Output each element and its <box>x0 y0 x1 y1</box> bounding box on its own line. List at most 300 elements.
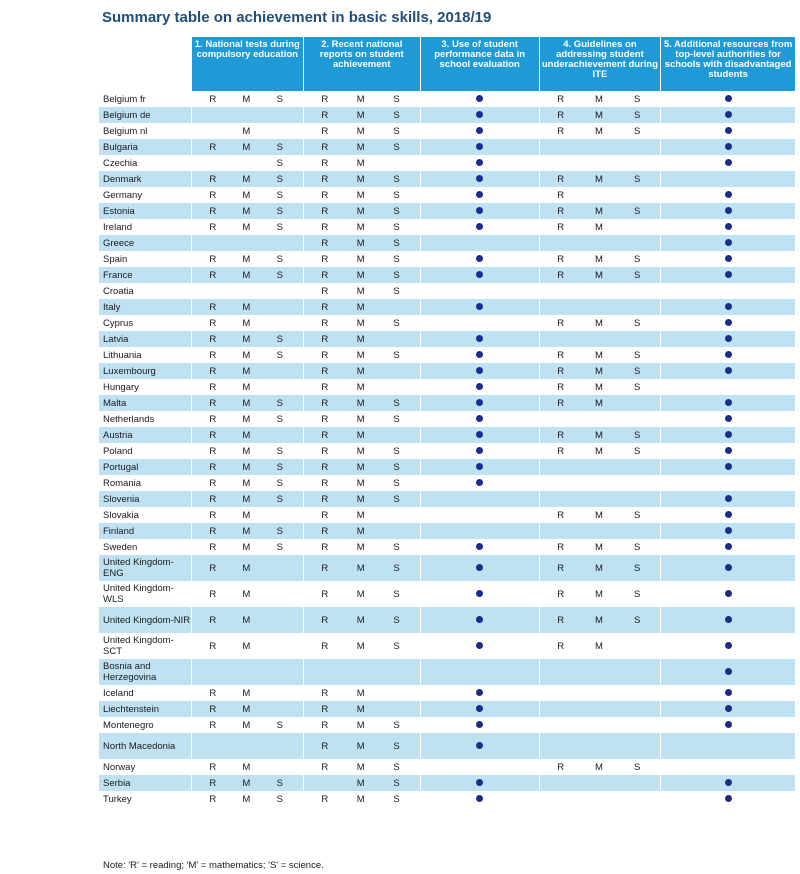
reading-mark: R <box>321 205 329 217</box>
science-mark <box>267 430 293 441</box>
bullet-dot-icon <box>476 95 483 102</box>
reading-mark: R <box>209 429 217 441</box>
science-mark <box>267 318 293 329</box>
science-mark: S <box>633 253 641 265</box>
bullet-dot-icon <box>725 543 732 550</box>
reading-mark: R <box>321 141 329 153</box>
country-cell: Spain <box>103 253 128 265</box>
reading-mark: R <box>321 493 329 505</box>
national-reports-cell <box>303 235 420 251</box>
guidelines-ite-cell <box>539 267 660 283</box>
mathematics-mark: M <box>356 365 365 377</box>
table-row <box>99 203 795 219</box>
science-mark <box>384 158 410 169</box>
science-mark: S <box>276 413 284 425</box>
national-reports-cell <box>303 791 420 807</box>
table-row <box>99 155 795 171</box>
mathematics-mark: M <box>356 493 365 505</box>
national-tests-cell <box>191 507 303 523</box>
mathematics-mark: M <box>356 381 365 393</box>
national-tests-cell <box>191 219 303 235</box>
science-mark: S <box>393 477 400 489</box>
mathematics-mark: M <box>242 493 251 505</box>
bullet-dot-icon <box>725 255 732 262</box>
national-reports-cell <box>303 733 420 759</box>
science-mark: S <box>276 189 284 201</box>
reading-mark: R <box>209 445 217 457</box>
performance-data-cell <box>420 283 539 299</box>
mathematics-mark: M <box>594 429 603 441</box>
mathematics-mark: M <box>242 562 251 574</box>
reading-mark: R <box>209 189 217 201</box>
bullet-dot-icon <box>476 742 483 749</box>
additional-resources-cell <box>661 219 795 235</box>
reading-mark: R <box>209 588 217 600</box>
table-row <box>99 139 795 155</box>
science-mark: S <box>393 93 400 105</box>
national-reports-cell <box>303 331 420 347</box>
science-mark: S <box>633 125 641 137</box>
guidelines-ite-cell <box>539 235 660 251</box>
reading-mark: R <box>209 205 217 217</box>
mathematics-mark: M <box>356 221 365 233</box>
science-mark: S <box>633 761 641 773</box>
mathematics-mark: M <box>356 141 365 153</box>
reading-mark: R <box>321 640 329 652</box>
column-header-guidelines-ite: 4. Guidelines on addressing student underachievement during ITE <box>539 37 660 91</box>
science-mark: S <box>393 285 400 297</box>
table-row <box>99 775 795 791</box>
science-mark: S <box>633 173 641 185</box>
additional-resources-cell <box>661 659 795 685</box>
reading-mark: R <box>557 349 565 361</box>
bullet-dot-icon <box>725 127 732 134</box>
science-mark: S <box>276 205 284 217</box>
science-mark: S <box>633 562 641 574</box>
additional-resources-cell <box>661 791 795 807</box>
science-mark: S <box>633 588 641 600</box>
reading-mark: R <box>209 493 217 505</box>
science-mark: S <box>633 381 641 393</box>
reading-mark: R <box>321 429 329 441</box>
national-tests-cell <box>191 427 303 443</box>
country-cell: Malta <box>99 395 191 411</box>
performance-data-cell <box>420 775 539 791</box>
science-mark: S <box>276 397 284 409</box>
national-reports-cell <box>303 523 420 539</box>
mathematics-mark: M <box>594 541 603 553</box>
bullet-dot-icon <box>725 564 732 571</box>
national-reports-cell <box>303 187 420 203</box>
mathematics-mark: M <box>356 541 365 553</box>
science-mark: S <box>276 333 284 345</box>
reading-mark: R <box>557 445 565 457</box>
science-mark <box>624 190 650 201</box>
national-reports-cell <box>303 539 420 555</box>
reading-mark: R <box>321 333 329 345</box>
mathematics-mark: M <box>242 141 251 153</box>
mathematics-mark: M <box>242 93 251 105</box>
guidelines-ite-cell <box>539 155 660 171</box>
country-cell: United Kingdom-ENG <box>99 555 191 581</box>
bullet-dot-icon <box>725 463 732 470</box>
mathematics-mark: M <box>242 640 251 652</box>
additional-resources-cell <box>661 491 795 507</box>
guidelines-ite-cell <box>539 411 660 427</box>
reading-mark: R <box>209 269 217 281</box>
mathematics-mark: M <box>594 253 603 265</box>
mathematics-mark: M <box>594 349 603 361</box>
country-cell: Latvia <box>99 331 191 347</box>
reading-mark: R <box>209 719 217 731</box>
reading-mark: R <box>321 793 329 805</box>
additional-resources-cell <box>661 759 795 775</box>
mathematics-mark <box>233 158 259 169</box>
science-mark: S <box>633 541 641 553</box>
reading-mark: R <box>557 125 565 137</box>
guidelines-ite-cell <box>539 347 660 363</box>
reading-mark: R <box>557 588 565 600</box>
national-tests-cell <box>191 459 303 475</box>
national-tests-cell <box>191 411 303 427</box>
reading-mark: R <box>557 509 565 521</box>
mathematics-mark: M <box>242 614 251 626</box>
country-cell: Estonia <box>99 203 191 219</box>
guidelines-ite-cell <box>539 523 660 539</box>
bullet-dot-icon <box>725 689 732 696</box>
guidelines-ite-cell <box>539 539 660 555</box>
performance-data-cell <box>420 581 539 607</box>
science-mark <box>267 762 293 773</box>
mathematics-mark: M <box>242 719 251 731</box>
reading-mark: R <box>557 173 565 185</box>
performance-data-cell <box>420 219 539 235</box>
reading-mark: R <box>557 365 565 377</box>
mathematics-mark: M <box>356 461 365 473</box>
reading-mark: R <box>321 157 329 169</box>
bullet-dot-icon <box>725 795 732 802</box>
science-mark <box>267 615 293 626</box>
additional-resources-cell <box>661 123 795 139</box>
science-mark: S <box>393 740 400 752</box>
country-cell: Serbia <box>99 775 191 791</box>
science-mark: S <box>393 493 400 505</box>
national-reports-cell <box>303 251 420 267</box>
country-cell: Slovenia <box>99 491 191 507</box>
science-mark: S <box>276 477 284 489</box>
country-cell: Greece <box>99 235 191 251</box>
mathematics-mark: M <box>356 333 365 345</box>
reading-mark: R <box>209 777 217 789</box>
bullet-dot-icon <box>476 590 483 597</box>
mathematics-mark: M <box>356 189 365 201</box>
guidelines-ite-cell <box>539 363 660 379</box>
reading-mark: R <box>321 761 329 773</box>
mathematics-mark: M <box>356 93 365 105</box>
bullet-dot-icon <box>725 191 732 198</box>
additional-resources-cell <box>661 607 795 633</box>
national-reports-cell <box>303 659 420 685</box>
country-cell: Belgium nl <box>103 125 148 137</box>
reading-mark: R <box>321 93 329 105</box>
reading-mark: R <box>321 269 329 281</box>
country-cell: France <box>99 267 191 283</box>
bullet-dot-icon <box>725 779 732 786</box>
table-row <box>99 685 795 701</box>
bullet-dot-icon <box>476 383 483 390</box>
science-mark: S <box>393 253 400 265</box>
additional-resources-cell <box>661 251 795 267</box>
country-cell: Austria <box>99 427 191 443</box>
country-cell: Hungary <box>103 381 139 393</box>
additional-resources-cell <box>661 717 795 733</box>
table-row <box>99 267 795 283</box>
bullet-dot-icon <box>725 319 732 326</box>
mathematics-mark: M <box>594 93 603 105</box>
reading-mark: R <box>321 719 329 731</box>
country-cell: Croatia <box>103 285 134 297</box>
bullet-dot-icon <box>725 721 732 728</box>
national-tests-cell <box>191 717 303 733</box>
science-mark <box>267 688 293 699</box>
mathematics-mark: M <box>356 413 365 425</box>
guidelines-ite-cell <box>539 251 660 267</box>
mathematics-mark: M <box>242 365 251 377</box>
guidelines-ite-cell <box>539 395 660 411</box>
reading-mark: R <box>557 317 565 329</box>
mathematics-mark: M <box>356 525 365 537</box>
country-cell: Germany <box>103 189 143 201</box>
guidelines-ite-cell <box>539 91 660 107</box>
performance-data-cell <box>420 701 539 717</box>
science-mark: S <box>393 719 400 731</box>
national-reports-cell <box>303 107 420 123</box>
national-tests-cell <box>191 363 303 379</box>
column-header-additional-resources: 5. Additional resources from top-level authorities for schools with disadvantaged students <box>661 37 795 91</box>
performance-data-cell <box>420 633 539 659</box>
science-mark: S <box>276 719 284 731</box>
guidelines-ite-cell <box>539 555 660 581</box>
science-mark <box>267 302 293 313</box>
national-tests-cell <box>191 491 303 507</box>
table-row <box>99 251 795 267</box>
mathematics-mark: M <box>594 397 603 409</box>
bullet-dot-icon <box>476 463 483 470</box>
science-mark <box>267 704 293 715</box>
reading-mark: R <box>321 173 329 185</box>
bullet-dot-icon <box>476 431 483 438</box>
mathematics-mark: M <box>356 269 365 281</box>
bullet-dot-icon <box>725 447 732 454</box>
mathematics-mark: M <box>356 173 365 185</box>
guidelines-ite-cell <box>539 331 660 347</box>
country-cell: Montenegro <box>103 719 154 731</box>
additional-resources-cell <box>661 443 795 459</box>
science-mark <box>384 688 410 699</box>
reading-mark: R <box>321 740 329 752</box>
table-row <box>99 219 795 235</box>
national-tests-cell <box>191 187 303 203</box>
reading-mark: R <box>209 317 217 329</box>
national-reports-cell <box>303 155 420 171</box>
table-row <box>99 491 795 507</box>
mathematics-mark: M <box>594 445 603 457</box>
national-tests-cell <box>191 155 303 171</box>
table-row <box>99 331 795 347</box>
national-reports-cell <box>303 139 420 155</box>
science-mark: S <box>393 173 400 185</box>
bullet-dot-icon <box>476 335 483 342</box>
mathematics-mark: M <box>356 349 365 361</box>
performance-data-cell <box>420 347 539 363</box>
mathematics-mark: M <box>242 541 251 553</box>
country-cell: Romania <box>103 477 142 489</box>
science-mark: S <box>633 365 641 377</box>
mathematics-mark <box>586 190 612 201</box>
performance-data-cell <box>420 523 539 539</box>
country-cell: Czechia <box>103 157 138 169</box>
mathematics-mark: M <box>594 269 603 281</box>
national-tests-cell <box>191 555 303 581</box>
reading-mark: R <box>209 93 217 105</box>
table-row <box>99 633 795 659</box>
guidelines-ite-cell <box>539 775 660 791</box>
science-mark <box>384 302 410 313</box>
mathematics-mark: M <box>242 317 251 329</box>
table-row <box>99 459 795 475</box>
science-mark <box>267 366 293 377</box>
performance-data-cell <box>420 443 539 459</box>
table-row <box>99 523 795 539</box>
science-mark: S <box>393 397 400 409</box>
bullet-dot-icon <box>476 399 483 406</box>
reading-mark <box>200 126 226 137</box>
performance-data-cell <box>420 379 539 395</box>
guidelines-ite-cell <box>539 219 660 235</box>
science-mark: S <box>393 761 400 773</box>
additional-resources-cell <box>661 331 795 347</box>
guidelines-ite-cell <box>539 701 660 717</box>
performance-data-cell <box>420 659 539 685</box>
national-reports-cell <box>303 685 420 701</box>
guidelines-ite-cell <box>539 475 660 491</box>
performance-data-cell <box>420 717 539 733</box>
bullet-dot-icon <box>476 255 483 262</box>
reading-mark: R <box>557 761 565 773</box>
national-reports-cell <box>303 123 420 139</box>
mathematics-mark: M <box>242 253 251 265</box>
table-row <box>99 187 795 203</box>
performance-data-cell <box>420 491 539 507</box>
mathematics-mark: M <box>356 687 365 699</box>
science-mark: S <box>633 429 641 441</box>
additional-resources-cell <box>661 427 795 443</box>
reading-mark: R <box>209 761 217 773</box>
performance-data-cell <box>420 427 539 443</box>
bullet-dot-icon <box>476 642 483 649</box>
national-reports-cell <box>303 283 420 299</box>
column-header-performance-data: 3. Use of student performance data in school evaluation <box>420 37 539 91</box>
national-tests-cell <box>191 607 303 633</box>
science-mark <box>384 334 410 345</box>
table-row <box>99 717 795 733</box>
bullet-dot-icon <box>476 479 483 486</box>
mathematics-mark: M <box>356 397 365 409</box>
mathematics-mark: M <box>356 761 365 773</box>
table-row <box>99 791 795 807</box>
national-reports-cell <box>303 267 420 283</box>
table-row <box>99 347 795 363</box>
country-cell: Iceland <box>103 687 134 699</box>
reading-mark: R <box>321 562 329 574</box>
science-mark <box>624 222 650 233</box>
national-tests-cell <box>191 685 303 701</box>
performance-data-cell <box>420 267 539 283</box>
bullet-dot-icon <box>725 527 732 534</box>
science-mark: S <box>393 237 400 249</box>
mathematics-mark: M <box>356 109 365 121</box>
bullet-dot-icon <box>725 303 732 310</box>
additional-resources-cell <box>661 235 795 251</box>
national-tests-cell <box>191 235 303 251</box>
guidelines-ite-cell <box>539 607 660 633</box>
science-mark: S <box>393 614 400 626</box>
science-mark: S <box>633 509 641 521</box>
national-reports-cell <box>303 459 420 475</box>
additional-resources-cell <box>661 267 795 283</box>
national-tests-cell <box>191 107 303 123</box>
national-reports-cell <box>303 701 420 717</box>
mathematics-mark: M <box>356 588 365 600</box>
performance-data-cell <box>420 363 539 379</box>
guidelines-ite-cell <box>539 203 660 219</box>
performance-data-cell <box>420 607 539 633</box>
country-cell: Portugal <box>99 459 191 475</box>
mathematics-mark: M <box>594 509 603 521</box>
national-tests-cell <box>191 581 303 607</box>
national-tests-cell <box>191 475 303 491</box>
science-mark: S <box>633 445 641 457</box>
bullet-dot-icon <box>725 223 732 230</box>
performance-data-cell <box>420 203 539 219</box>
bullet-dot-icon <box>476 143 483 150</box>
performance-data-cell <box>420 187 539 203</box>
mathematics-mark: M <box>356 740 365 752</box>
mathematics-mark: M <box>594 317 603 329</box>
mathematics-mark: M <box>594 381 603 393</box>
bullet-dot-icon <box>476 616 483 623</box>
table-row <box>99 411 795 427</box>
science-mark <box>267 641 293 652</box>
mathematics-mark: M <box>594 562 603 574</box>
reading-mark: R <box>209 461 217 473</box>
bullet-dot-icon <box>725 616 732 623</box>
science-mark <box>267 126 293 137</box>
additional-resources-cell <box>661 539 795 555</box>
science-mark: S <box>276 157 284 169</box>
reading-mark: R <box>209 173 217 185</box>
national-reports-cell <box>303 219 420 235</box>
reading-mark: R <box>209 253 217 265</box>
national-reports-cell <box>303 363 420 379</box>
bullet-dot-icon <box>725 511 732 518</box>
additional-resources-cell <box>661 347 795 363</box>
guidelines-ite-cell <box>539 379 660 395</box>
performance-data-cell <box>420 411 539 427</box>
performance-data-cell <box>420 171 539 187</box>
mathematics-mark: M <box>356 125 365 137</box>
reading-mark: R <box>557 562 565 574</box>
